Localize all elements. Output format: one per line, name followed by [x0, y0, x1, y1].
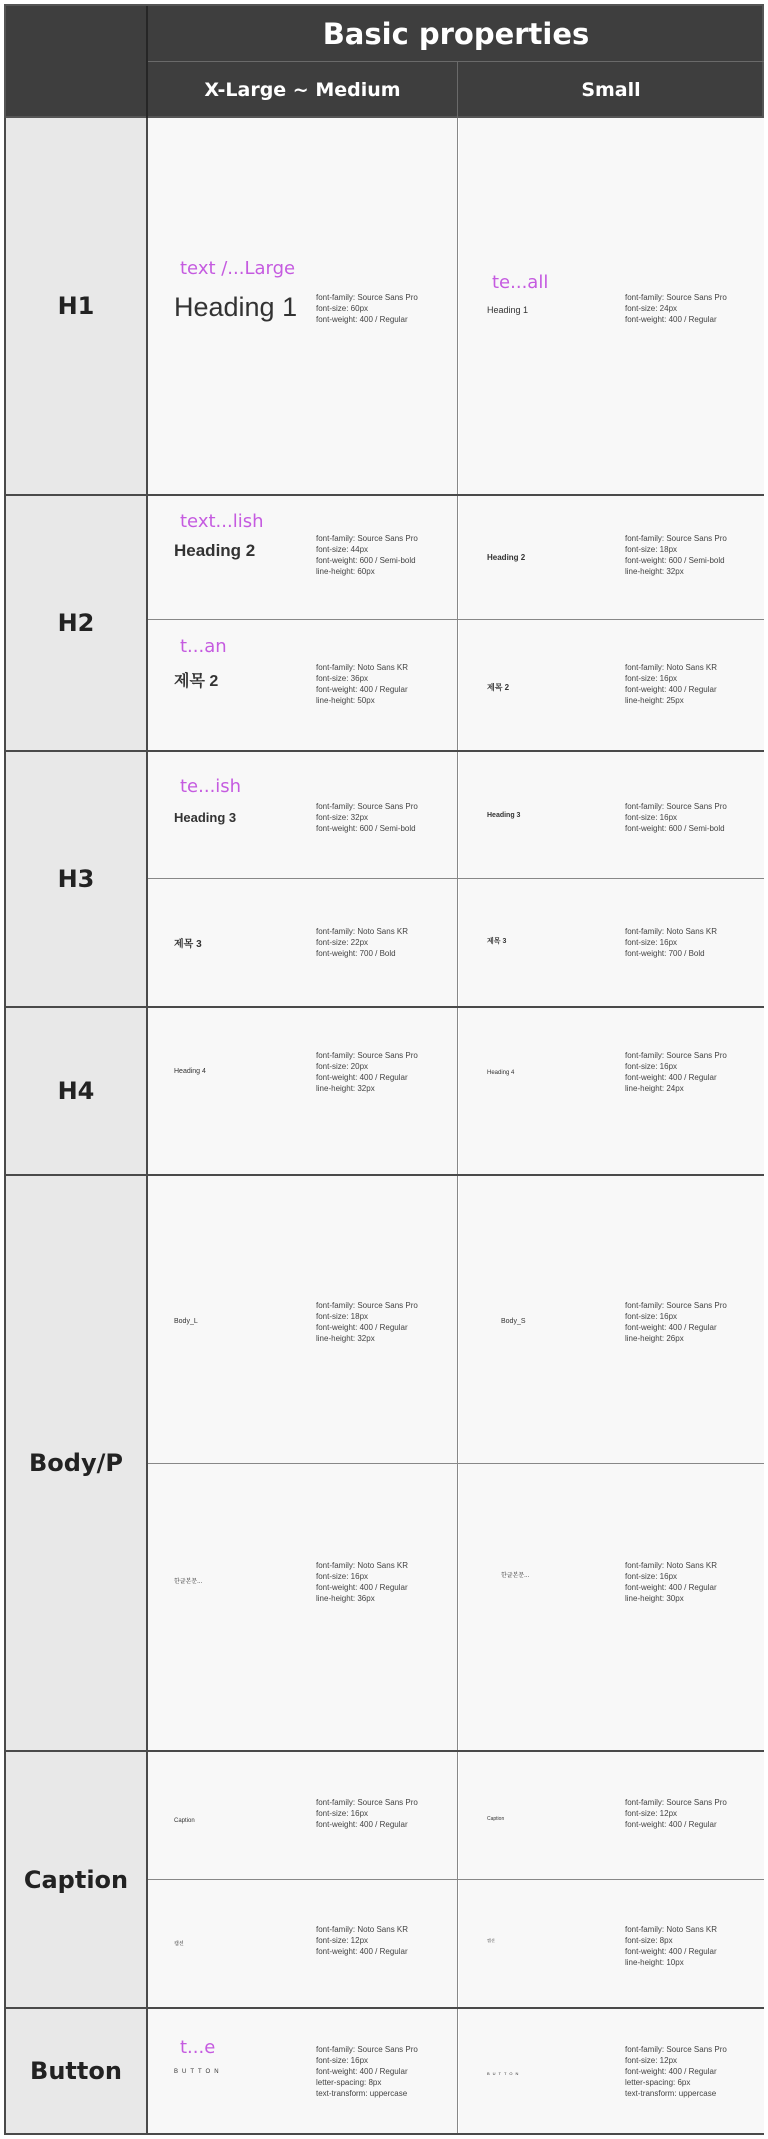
spec-line: font-size: 18px: [316, 1312, 369, 1321]
row-h4: [4, 1008, 764, 1176]
cell-body-kr-small: [459, 1464, 764, 1750]
spec-line: font-family: Noto Sans KR: [625, 1561, 718, 1570]
spec-line: line-height: 32px: [316, 1334, 375, 1343]
sample-heading: Heading 4: [487, 1070, 515, 1076]
spec-line: font-family: Noto Sans KR: [316, 1925, 409, 1934]
row-label: Body/P: [6, 1176, 148, 1750]
sample-heading: 제목 2: [174, 673, 219, 690]
spec-line: font-family: Noto Sans KR: [625, 927, 718, 936]
spec-line: font-size: 36px: [316, 674, 369, 683]
spec-line: font-weight: 600 / Semi-bold: [316, 556, 416, 565]
spec-list: [316, 801, 418, 834]
spec-list: [316, 1560, 408, 1604]
cell-caption-en-small: [459, 1752, 764, 1879]
sample-heading: Heading 1: [487, 305, 529, 315]
spec-line: font-weight: 700 / Bold: [625, 949, 705, 958]
spec-list: [625, 926, 717, 959]
spec-line: font-size: 16px: [625, 813, 678, 822]
spec-list: [316, 1797, 418, 1830]
row-caption: [4, 1752, 764, 2009]
row-label: Button: [6, 2009, 148, 2133]
spec-line: font-family: Source Sans Pro: [316, 293, 418, 302]
sample-caption: 캡션: [174, 1941, 184, 1947]
spec-line: font-size: 12px: [625, 1809, 678, 1818]
spec-line: font-weight: 600 / Semi-bold: [316, 824, 416, 833]
spec-line: font-weight: 400 / Regular: [316, 1323, 408, 1332]
spec-line: font-weight: 400 / Regular: [316, 1947, 408, 1956]
sample-heading: Heading 2: [487, 553, 526, 562]
spec-list: [625, 533, 727, 577]
spec-line: font-size: 16px: [316, 2056, 369, 2065]
cell-h3-kr-large: [148, 879, 458, 1006]
sample-body: 한글본문...: [174, 1579, 203, 1585]
cell-h1-small: [459, 118, 764, 494]
cell-h3-en-small: [459, 752, 764, 878]
spec-line: font-weight: 400 / Regular: [625, 1073, 717, 1082]
sample-heading: 제목 2: [487, 683, 510, 692]
spec-line: font-family: Source Sans Pro: [625, 1301, 727, 1310]
row-label: H3: [6, 752, 148, 1006]
sample-heading: Heading 3: [174, 810, 237, 825]
spec-line: font-family: Source Sans Pro: [625, 1798, 727, 1807]
cell-button-large: [148, 2009, 458, 2133]
spec-line: font-weight: 400 / Regular: [316, 2067, 408, 2076]
spec-line: font-family: Source Sans Pro: [316, 1051, 418, 1060]
row-label: H2: [6, 496, 148, 750]
cell-h4-large: [148, 1008, 458, 1174]
sample-body: 한글본문...: [501, 1573, 530, 1579]
sample-button: BUTTON: [174, 2069, 223, 2075]
layer-tag: t...an: [180, 636, 227, 657]
spec-line: font-family: Noto Sans KR: [316, 663, 409, 672]
spec-line: font-weight: 400 / Regular: [625, 2067, 717, 2076]
spec-line: font-weight: 400 / Regular: [625, 315, 717, 324]
cell-h2-kr-small: [459, 620, 764, 750]
sample-heading: 제목 3: [487, 938, 507, 945]
cell-caption-en-large: [148, 1752, 458, 1879]
row-label: H4: [6, 1008, 148, 1174]
spec-line: font-weight: 600 / Semi-bold: [625, 556, 725, 565]
spec-list: [316, 2044, 418, 2099]
spec-line: font-family: Source Sans Pro: [316, 1798, 418, 1807]
sample-heading: Heading 1: [174, 292, 298, 322]
sample-caption: Caption: [174, 1818, 195, 1824]
layer-tag: t...e: [180, 2037, 216, 2058]
spec-list: [625, 662, 717, 706]
spec-line: font-weight: 400 / Regular: [316, 1583, 408, 1592]
sample-heading: Heading 3: [487, 812, 521, 819]
column-header-xlarge-medium: X-Large ~ Medium: [148, 62, 458, 118]
cell-h4-small: [459, 1008, 764, 1174]
spec-line: font-weight: 400 / Regular: [625, 685, 717, 694]
spec-line: font-size: 44px: [316, 545, 369, 554]
sample-button: BUTTON: [487, 2071, 522, 2076]
typography-spec-table: [4, 4, 764, 2135]
spec-list: [625, 292, 727, 325]
spec-list: [316, 1300, 418, 1344]
spec-line: font-family: Noto Sans KR: [625, 1925, 718, 1934]
table-header: [4, 4, 764, 118]
spec-line: line-height: 32px: [316, 1084, 375, 1093]
spec-line: font-weight: 400 / Regular: [625, 1323, 717, 1332]
spec-line: line-height: 32px: [625, 567, 684, 576]
spec-line: font-size: 12px: [625, 2056, 678, 2065]
spec-line: font-size: 32px: [316, 813, 369, 822]
layer-tag: text /...Large: [180, 258, 296, 279]
layer-tag: text...lish: [180, 511, 264, 532]
spec-list: [316, 662, 408, 706]
spec-list: [625, 2044, 727, 2099]
spec-line: font-size: 24px: [625, 304, 678, 313]
cell-caption-kr-small: [459, 1880, 764, 2007]
spec-line: font-family: Noto Sans KR: [625, 663, 718, 672]
spec-line: font-family: Source Sans Pro: [625, 534, 727, 543]
spec-line: text-transform: uppercase: [625, 2089, 717, 2098]
spec-list: [316, 926, 408, 959]
spec-line: font-family: Noto Sans KR: [316, 1561, 409, 1570]
cell-caption-kr-large: [148, 1880, 458, 2007]
cell-h1-large: [148, 118, 458, 494]
spec-line: font-family: Source Sans Pro: [625, 293, 727, 302]
spec-list: [625, 1797, 727, 1830]
row-h1: [4, 118, 764, 496]
cell-h2-kr-large: [148, 620, 458, 750]
spec-list: [625, 1560, 717, 1604]
spec-list: [625, 1300, 727, 1344]
row-body: [4, 1176, 764, 1752]
spec-line: line-height: 10px: [625, 1958, 684, 1967]
cell-h3-en-large: [148, 752, 458, 878]
spec-line: font-size: 18px: [625, 545, 678, 554]
spec-line: font-weight: 400 / Regular: [316, 685, 408, 694]
sample-caption: 캡션: [487, 1938, 495, 1943]
spec-line: line-height: 30px: [625, 1594, 684, 1603]
cell-button-small: [459, 2009, 764, 2133]
spec-list: [316, 533, 418, 577]
spec-line: font-size: 16px: [625, 674, 678, 683]
spec-line: font-size: 60px: [316, 304, 369, 313]
cell-h3-kr-small: [459, 879, 764, 1006]
header-corner: [6, 6, 148, 118]
sample-heading: 제목 3: [174, 939, 202, 950]
row-button: [4, 2009, 764, 2135]
spec-line: font-weight: 600 / Semi-bold: [625, 824, 725, 833]
spec-list: [316, 292, 418, 325]
spec-line: font-family: Source Sans Pro: [625, 1051, 727, 1060]
sample-heading: Heading 4: [174, 1068, 206, 1075]
spec-line: font-size: 16px: [316, 1572, 369, 1581]
spec-line: line-height: 24px: [625, 1084, 684, 1093]
table-title: Basic properties: [148, 6, 764, 62]
spec-line: font-weight: 400 / Regular: [316, 315, 408, 324]
spec-line: font-family: Source Sans Pro: [625, 802, 727, 811]
spec-line: font-size: 16px: [625, 938, 678, 947]
spec-line: font-size: 16px: [625, 1062, 678, 1071]
layer-tag: te...all: [492, 272, 549, 293]
spec-line: font-weight: 400 / Regular: [316, 1073, 408, 1082]
spec-line: font-weight: 400 / Regular: [625, 1583, 717, 1592]
cell-body-kr-large: [148, 1464, 458, 1750]
row-h2: [4, 496, 764, 752]
spec-line: font-family: Source Sans Pro: [625, 2045, 727, 2054]
spec-line: font-family: Source Sans Pro: [316, 2045, 418, 2054]
spec-line: line-height: 26px: [625, 1334, 684, 1343]
spec-line: line-height: 25px: [625, 696, 684, 705]
spec-line: font-family: Source Sans Pro: [316, 802, 418, 811]
cell-body-en-large: [148, 1176, 458, 1463]
column-header-small: Small: [581, 79, 641, 101]
spec-list: [625, 1924, 717, 1968]
sample-heading: Heading 2: [174, 541, 256, 560]
spec-list: [316, 1924, 408, 1957]
spec-list: [625, 1050, 727, 1094]
spec-list: [316, 1050, 418, 1094]
spec-line: text-transform: uppercase: [316, 2089, 408, 2098]
spec-line: font-size: 16px: [625, 1572, 678, 1581]
spec-line: font-weight: 400 / Regular: [625, 1820, 717, 1829]
spec-line: letter-spacing: 8px: [316, 2078, 382, 2087]
spec-line: font-size: 20px: [316, 1062, 369, 1071]
spec-line: font-family: Source Sans Pro: [316, 1301, 418, 1310]
spec-line: font-size: 12px: [316, 1936, 369, 1945]
spec-list: [625, 801, 727, 834]
row-label: H1: [6, 118, 148, 494]
spec-line: font-weight: 700 / Bold: [316, 949, 396, 958]
row-h3: [4, 752, 764, 1008]
cell-body-en-small: [459, 1176, 764, 1463]
layer-tag: te...ish: [180, 776, 242, 797]
spec-line: font-weight: 400 / Regular: [316, 1820, 408, 1829]
spec-line: font-size: 16px: [316, 1809, 369, 1818]
spec-line: letter-spacing: 6px: [625, 2078, 691, 2087]
spec-line: font-size: 22px: [316, 938, 369, 947]
spec-line: font-family: Noto Sans KR: [316, 927, 409, 936]
spec-line: font-size: 8px: [625, 1936, 673, 1945]
spec-line: line-height: 36px: [316, 1594, 375, 1603]
spec-line: font-family: Source Sans Pro: [316, 534, 418, 543]
cell-h2-en-large: [148, 496, 458, 619]
cell-h2-en-small: [459, 496, 764, 619]
spec-line: line-height: 60px: [316, 567, 375, 576]
sample-body: Body_S: [501, 1318, 526, 1325]
spec-line: line-height: 50px: [316, 696, 375, 705]
spec-line: font-weight: 400 / Regular: [625, 1947, 717, 1956]
sample-body: Body_L: [174, 1318, 198, 1325]
sample-caption: Caption: [487, 1816, 505, 1822]
row-label: Caption: [6, 1752, 148, 2007]
spec-line: font-size: 16px: [625, 1312, 678, 1321]
